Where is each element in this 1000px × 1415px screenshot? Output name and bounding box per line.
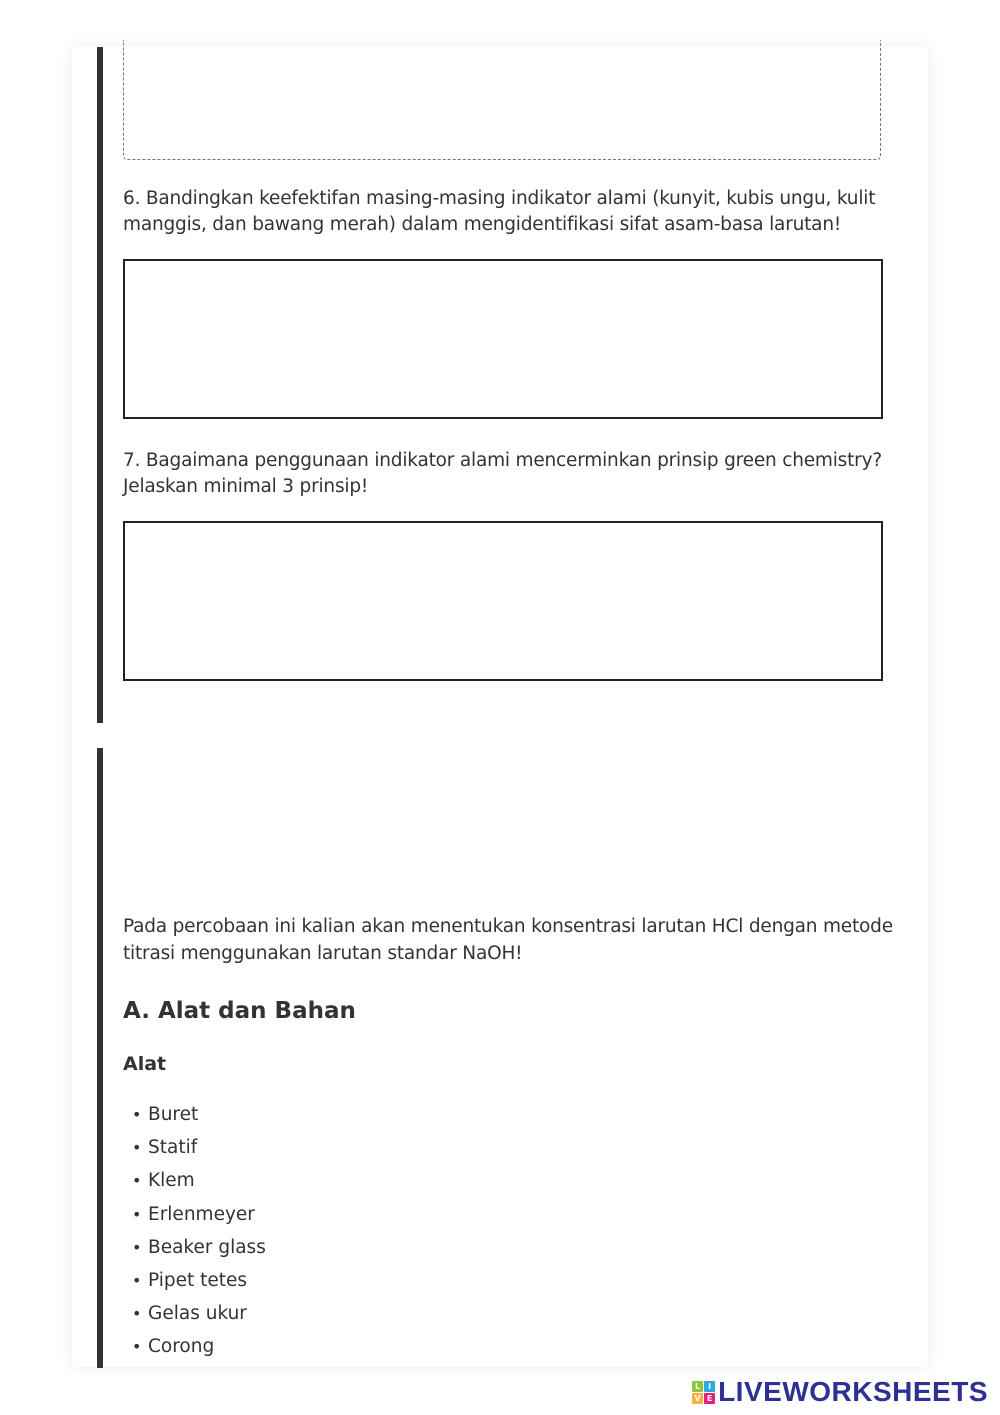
bullet-icon: • — [132, 1337, 142, 1357]
list-item-label: Buret — [148, 1104, 199, 1125]
liveworksheets-brand[interactable] — [692, 1376, 988, 1408]
logo-tile: I — [704, 1381, 715, 1392]
list-item-label: Erlenmeyer — [148, 1203, 255, 1225]
bullet-icon: • — [132, 1237, 142, 1257]
list-item — [123, 1330, 266, 1363]
bullet-icon: • — [132, 1204, 142, 1224]
subheading-alat: Alat — [123, 1053, 167, 1075]
list-item — [123, 1297, 266, 1330]
question-7-text: 7. Bagaimana penggunaan indikator alami mencerminkan prinsip green chemistry? Jelaskan minimal 3 prinsip! — [123, 450, 882, 497]
bullet-icon: • — [132, 1270, 142, 1290]
bullet-icon: • — [132, 1138, 142, 1158]
list-item-label: Statif — [148, 1137, 198, 1159]
tool-list — [123, 1098, 266, 1364]
question-6-text: 6. Bandingkan keefektifan masing-masing indikator alami (kunyit, kubis ungu, kulit manggis, dan bawang merah) dalam mengidentifikasi sifat asam-basa larutan! — [123, 188, 876, 235]
list-item-label: Gelas ukur — [148, 1303, 247, 1325]
logo-tile: L — [692, 1381, 703, 1392]
list-item — [123, 1231, 266, 1264]
brand-name: LIVEWORKSHEETS — [718, 1376, 988, 1407]
list-item-label: Pipet tetes — [148, 1269, 248, 1291]
section-intro-text: Pada percobaan ini kalian akan menentukan konsentrasi larutan HCl dengan metode titrasi menggunakan larutan standar NaOH! — [123, 916, 893, 964]
list-item-label: Corong — [148, 1336, 215, 1358]
list-item — [123, 1098, 266, 1131]
list-item — [123, 1164, 266, 1197]
liveworksheets-logo-icon — [692, 1381, 715, 1404]
list-item-label: Klem — [148, 1170, 195, 1192]
previous-answer-box[interactable] — [123, 40, 881, 160]
logo-tile: E — [704, 1393, 715, 1404]
bullet-icon: • — [132, 1171, 142, 1191]
list-item — [123, 1198, 266, 1231]
section-marker-bar — [97, 748, 103, 1368]
bullet-icon: • — [132, 1304, 142, 1324]
list-item-label: Beaker glass — [148, 1236, 266, 1258]
bullet-icon: • — [132, 1105, 142, 1124]
list-item — [123, 1264, 266, 1297]
answer-box-6[interactable] — [123, 259, 883, 419]
answer-box-7[interactable] — [123, 521, 883, 681]
logo-tile: V — [692, 1393, 703, 1404]
list-item — [123, 1131, 266, 1164]
section-heading: A. Alat dan Bahan — [123, 998, 356, 1024]
section-marker-bar — [97, 47, 103, 723]
